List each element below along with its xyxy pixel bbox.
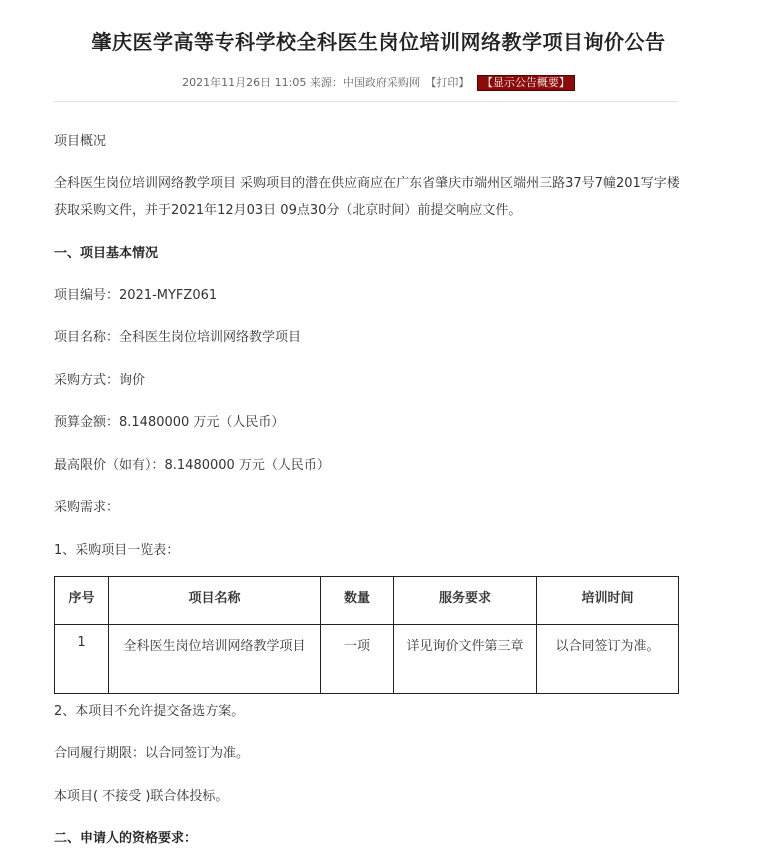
cell-quantity: 一项 [321, 625, 394, 694]
max-price: 最高限价（如有）：8.1480000 万元（人民币） [54, 458, 330, 473]
consortium-note: 本项目( 不接受 )联合体投标。 [54, 789, 229, 804]
article-meta [0, 74, 757, 91]
project-items-table [54, 576, 679, 694]
page-title: 肇庆医学高等专科学校全科医生岗位培训网络教学项目询价公告 [91, 30, 666, 54]
show-summary-button[interactable]: 【显示公告概要】 [477, 75, 575, 91]
project-name: 项目名称：全科医生岗位培训网络教学项目 [54, 330, 302, 345]
source-label: 来源：中国政府采购网 [309, 76, 420, 89]
column-header-service-requirement: 服务要求 [394, 577, 537, 625]
cell-training-time: 以合同签订为准。 [537, 625, 679, 694]
cell-index: 1 [55, 625, 109, 694]
budget-amount: 预算金额：8.1480000 万元（人民币） [54, 415, 285, 430]
column-header-index: 序号 [55, 577, 109, 625]
procurement-requirements: 采购需求： [54, 500, 120, 515]
cell-project-name: 全科医生岗位培训网络教学项目 [109, 625, 321, 694]
section-qualification-heading: 二、申请人的资格要求： [54, 831, 198, 846]
publish-date: 2021年11月26日 11:05 [182, 76, 307, 89]
column-header-quantity: 数量 [321, 577, 394, 625]
overview-line-1: 全科医生岗位培训网络教学项目 采购项目的潜在供应商应在广东省肇庆市端州区端州三路37号7幢201写字楼 [54, 176, 680, 191]
section-basic-info-heading: 一、项目基本情况 [54, 246, 159, 261]
alternative-proposal-note: 2、本项目不允许提交备选方案。 [54, 704, 245, 719]
overview-line-2: 获取采购文件，并于2021年12月03日 09点30分（北京时间）前提交响应文件。 [54, 203, 522, 218]
cell-service-requirement: 详见询价文件第三章 [394, 625, 537, 694]
project-list-heading: 1、采购项目一览表： [54, 543, 180, 558]
column-header-project-name: 项目名称 [109, 577, 321, 625]
table-header-row [55, 577, 679, 625]
procurement-method: 采购方式：询价 [54, 373, 146, 388]
print-link[interactable]: 【打印】 [425, 76, 470, 89]
header-divider [54, 101, 678, 102]
overview-heading: 项目概况 [54, 134, 107, 149]
project-number: 项目编号：2021-MYFZ061 [54, 288, 218, 303]
column-header-training-time: 培训时间 [537, 577, 679, 625]
contract-period: 合同履行期限：以合同签订为准。 [54, 746, 250, 761]
table-row [55, 625, 679, 694]
